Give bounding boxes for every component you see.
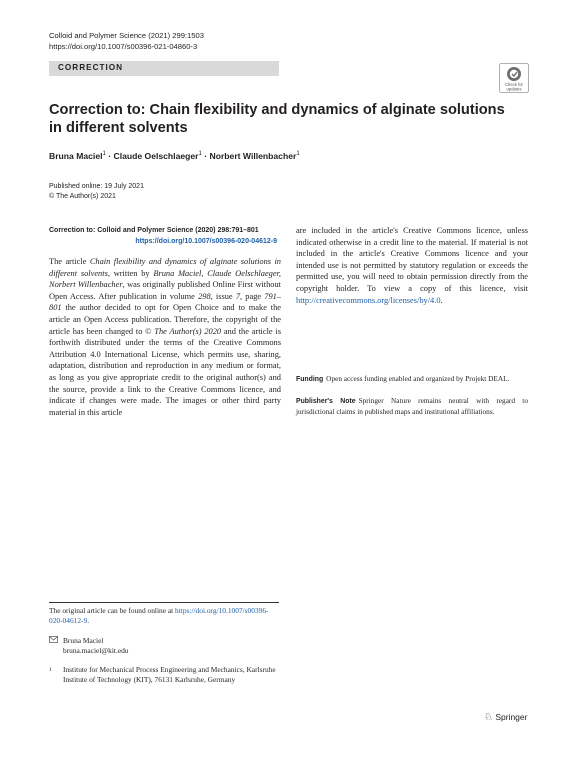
body-span: The article [49,257,90,266]
body-span: and the article is forthwith distributed under the terms of the Creative Commons Attribution 4.0 International License, which permits use, sharing, adaptation, distribution and reproduction in any medium or format, as long as you give appropriate credit to the original author(s) and the source, provide a link to the Creative Commons licence, and indicate if changes were made. The images or other third party material in this article [49,326,281,417]
author-separator: · [201,151,210,161]
body-span: . [440,295,443,305]
affiliation-text: Institute for Mechanical Process Engineering and Mechanics, Karlsruhe Institute of Technology (KIT), 76131 Karlsruhe, Germany [63,665,276,684]
correction-citation: Colloid and Polymer Science (2020) 298:791–801 [97,227,259,234]
body-span: , was originally published Online First without Open Access. After publication in volume [49,280,281,301]
journal-citation: Colloid and Polymer Science (2021) 299:1503 [49,31,204,40]
body-text-left [49,256,281,418]
correction-prefix: Correction to: [49,227,98,234]
body-span: , page [240,291,265,301]
footnote-text: The original article can be found online at [49,606,176,615]
author-name[interactable]: Bruna Maciel [49,151,103,161]
check-for-updates-icon [499,63,529,93]
contact-email[interactable]: bruna.maciel@kit.edu [63,646,129,655]
journal-header [49,30,204,52]
article-type-band [49,61,279,76]
published-date: Published online: 19 July 2021 [49,183,144,190]
badge-line-2: updates [506,86,522,92]
article-doi[interactable]: https://doi.org/10.1007/s00396-021-04860-3 [49,42,198,51]
publication-info [49,182,144,202]
publisher-note-label: Publisher's Note [296,398,356,405]
article-title-italic: Chain flexibility and dynamics of alginate solutions in different solvents [49,257,281,278]
footnote-divider [49,602,279,603]
body-span: are included in the article's Creative Commons licence, unless indicated otherwise in a credit line to the material. If material is not included in the article's Creative Commons licence and your intended use is not permitted by statutory regulation or exceeds the permitted use, you will need to obtain permission directly from the copyright holder. To view a copy of this licence, visit [296,226,528,293]
footnote-end: . [87,616,90,625]
authors-italic: Bruna Maciel, Claude Oelschlaeger, Norbert Willenbacher [49,268,281,290]
copyright-holder-italic: The Author(s) 2020 [154,326,222,336]
license-link[interactable]: http://creativecommons.org/licenses/by/4.0 [296,295,441,305]
corresponding-author [49,636,281,656]
author-list [49,151,300,161]
author-affiliation-mark: 1 [198,151,202,158]
envelope-icon [49,636,63,646]
original-article-note [49,606,281,626]
body-span: , issue [210,291,236,301]
volume-italic: 298 [198,291,211,301]
author-affiliation-mark: 1 [102,151,106,158]
funding-statement [296,374,528,385]
correction-reference [49,225,281,247]
badge-line-1: Check for [505,82,523,87]
publisher-logo [484,712,527,723]
author-affiliation-mark: 1 [296,151,300,158]
author-name[interactable]: Claude Oelschlaeger [113,151,199,161]
article-title: Correction to: Chain flexibility and dynamics of alginate solutions in different solvents [49,102,505,136]
publisher-note [296,396,528,417]
body-text-right [296,225,528,306]
copyright-line: © The Author(s) 2021 [49,193,116,200]
contact-name: Bruna Maciel [63,636,104,645]
correction-doi-link[interactable]: https://doi.org/10.1007/s00396-020-04612-9 [135,238,277,245]
author-name[interactable]: Norbert Willenbacher [209,151,297,161]
funding-text: Open access funding enabled and organized by Projekt DEAL. [326,374,510,383]
original-article-link[interactable]: https://doi.org/10.1007/s00396-020-04612-9 [49,606,269,625]
issue-italic: 7 [235,291,241,301]
article-type-label: CORRECTION [58,63,124,72]
body-span: the author decided to opt for Open Choice and to make the article an Open Access publication. Therefore, the copyright of the article has been changed to © [49,303,281,336]
pages-italic: 791–801 [49,291,282,313]
affiliation [49,665,281,685]
funding-label: Funding [296,376,324,383]
check-for-updates-badge[interactable] [499,63,529,93]
publisher-note-text: Springer Nature remains neutral with regard to jurisdictional claims in published maps and institutional affiliations. [296,396,528,416]
body-span: , written by [107,268,154,278]
author-separator: · [105,151,114,161]
publisher-logo-text: Springer [495,712,528,722]
springer-horse-icon: ♘ [484,712,493,723]
affiliation-number: 1 [49,667,52,673]
